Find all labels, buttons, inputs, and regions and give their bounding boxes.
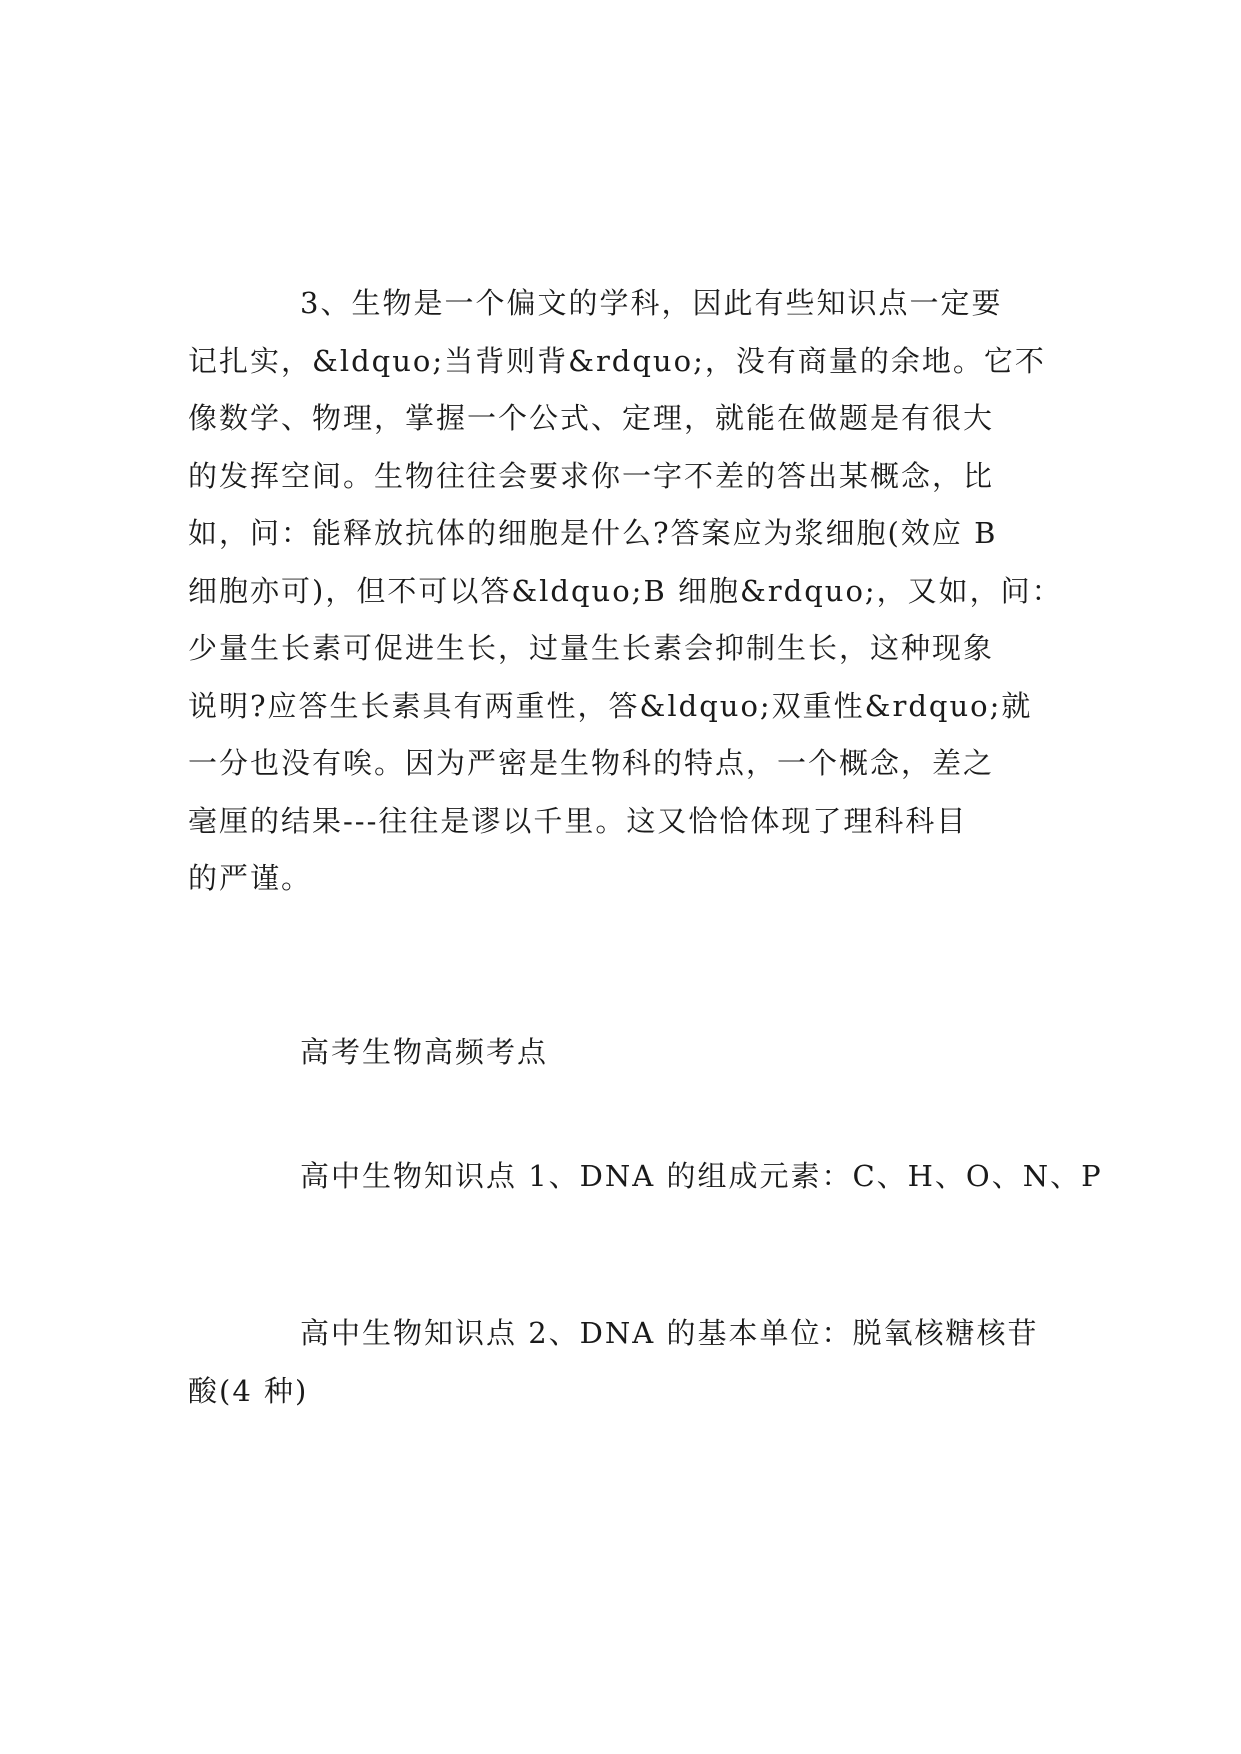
paragraph-line: 像数学、物理，掌握一个公式、定理，就能在做题是有很大 <box>188 401 995 435</box>
paragraph-line: 一分也没有唉。因为严密是生物科的特点，一个概念，差之 <box>188 746 995 780</box>
knowledge-point-1 <box>188 1148 1103 1206</box>
knowledge-point-line: 高中生物知识点 2、DNA 的基本单位：脱氧核糖核苷 <box>300 1316 1039 1350</box>
paragraph-line: 记扎实，&ldquo;当背则背&rdquo;，没有商量的余地。它不 <box>188 343 1046 378</box>
paragraph-line: 说明?应答生长素具有两重性，答&ldquo;双重性&rdquo;就 <box>188 688 1033 723</box>
paragraph-line: 少量生长素可促进生长，过量生长素会抑制生长，这种现象 <box>188 631 995 665</box>
paragraph-line: 如，问：能释放抗体的细胞是什么?答案应为浆细胞(效应 B <box>188 516 998 550</box>
section-heading-text: 高考生物高频考点 <box>300 1035 549 1069</box>
knowledge-point-line: 酸(4 种) <box>188 1373 309 1408</box>
knowledge-point-line: 高中生物知识点 1、DNA 的组成元素：C、H、O、N、P <box>300 1159 1103 1193</box>
paragraph-line: 细胞亦可)，但不可以答&ldquo;B 细胞&rdquo;，又如，问： <box>188 573 1063 608</box>
paragraph-line: 3、生物是一个偏文的学科，因此有些知识点一定要 <box>300 286 1003 320</box>
paragraph-line: 的发挥空间。生物往往会要求你一字不差的答出某概念，比 <box>188 458 995 493</box>
paragraph-biology-study-tips <box>188 275 1063 908</box>
paragraph-line: 的严谨。 <box>188 861 313 895</box>
section-heading <box>188 1024 1058 1082</box>
paragraph-line: 毫厘的结果---往往是谬以千里。这又恰恰体现了理科科目 <box>188 803 968 838</box>
knowledge-point-2 <box>188 1305 1058 1420</box>
